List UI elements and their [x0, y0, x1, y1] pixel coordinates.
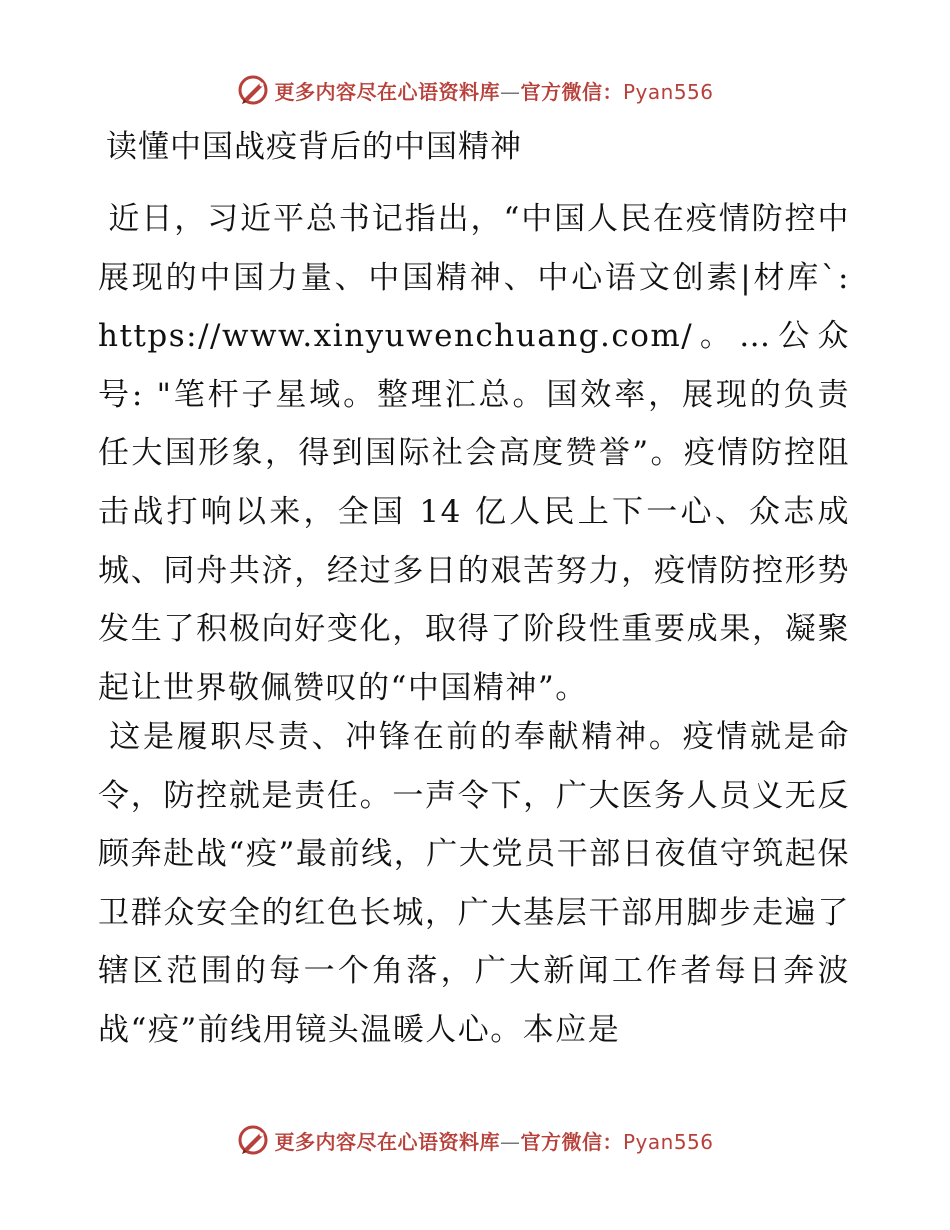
- document-title: 读懂中国战疫背后的中国精神: [106, 129, 522, 165]
- header-site-name: 更多内容尽在心语资料库: [274, 79, 500, 104]
- paragraph-1-text: 近日，习近平总书记指出，“中国人民在疫情防控中展现的中国力量、中国精神、中心语文创素|材库`: https://www.xinyuwenchuang.com/。…公众号: "笔杆子星域。整理汇总。国效率，展现的负责任大国形象，得到国际社会高度赞誉”。疫情防控阻击战打响以来，全国 14 亿人民上下一心、众志成城、同舟共济，经过多日的艰苦努力，疫情防控形势发生了积极向好变化，取得了阶段性重要成果，凝聚起让世界敬佩赞叹的“中国精神”。: [98, 201, 850, 706]
- header-separator: —: [499, 79, 521, 104]
- footer-official-label: 官方微信：: [520, 1129, 623, 1154]
- pen-logo-icon: [236, 73, 270, 107]
- pen-logo-icon: [236, 1123, 270, 1157]
- paragraph-2: [98, 708, 850, 1060]
- footer-banner-text: [274, 1126, 713, 1155]
- paragraph-2-text: 这是履职尽责、冲锋在前的奉献精神。疫情就是命令，防控就是责任。一声令下，广大医务人员义无反顾奔赴战“疫”最前线，广大党员干部日夜值守筑起保卫群众安全的红色长城，广大基层干部用脚步走遍了辖区范围的每一个角落，广大新闻工作者每日奔波战“疫”前线用镜头温暖人心。本应是: [98, 719, 850, 1048]
- footer-account: Pyan556: [622, 1129, 714, 1154]
- paragraph-1: [98, 190, 850, 717]
- header-watermark-banner: [0, 70, 950, 110]
- footer-site-name: 更多内容尽在心语资料库: [274, 1129, 500, 1154]
- header-account: Pyan556: [622, 79, 714, 104]
- header-official-label: 官方微信：: [520, 79, 623, 104]
- footer-separator: —: [499, 1129, 521, 1154]
- header-banner-text: [274, 76, 713, 105]
- footer-watermark-banner: [0, 1120, 950, 1160]
